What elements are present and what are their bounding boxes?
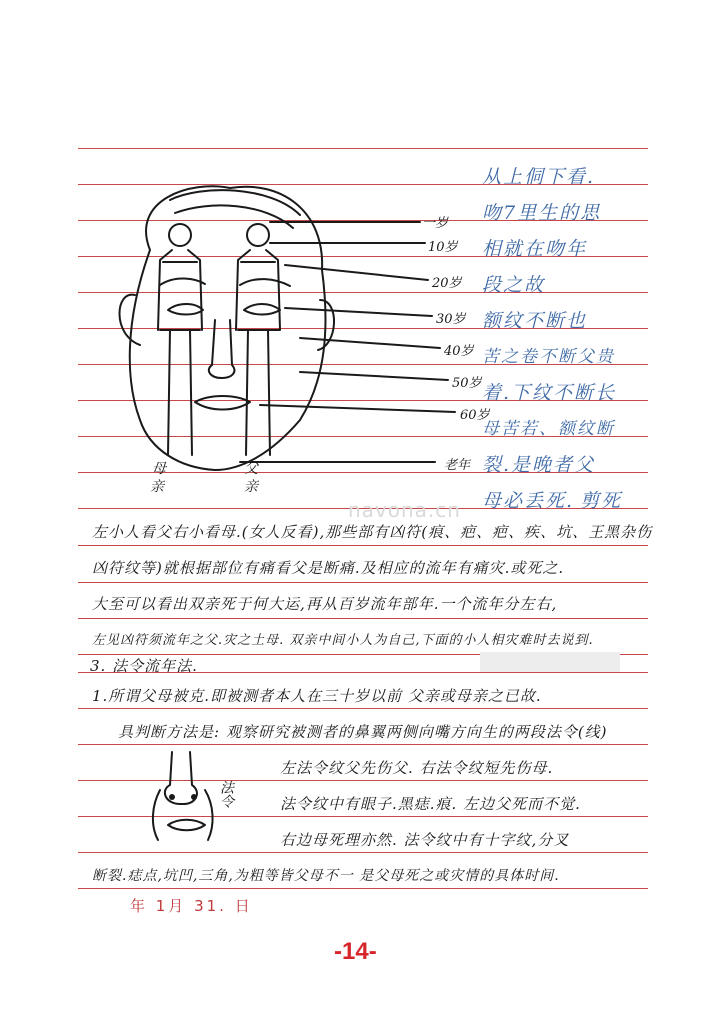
age-leader-line bbox=[285, 265, 428, 280]
text-line: 大至可以看出双亲死于何大运,再从百岁流年部年.一个流年分左右, bbox=[92, 595, 558, 613]
age-label: 20岁 bbox=[432, 276, 462, 291]
text-line: 右边母死理亦然. 法令纹中有十字纹,分叉 bbox=[280, 831, 570, 849]
father-label: 父 bbox=[244, 461, 258, 477]
text-line: 左小人看父右小看母.(女人反看),那些部有凶符(痕、疤、疤、疾、坑、王黑杂伤 bbox=[92, 523, 653, 541]
margin-note: 剪死 bbox=[580, 490, 623, 512]
text-line: 凶符纹等)就根据部位有痛看父是断痛.及相应的流年有痛灾.或死之. bbox=[92, 559, 565, 577]
age-label: 50岁 bbox=[452, 376, 482, 391]
nose bbox=[209, 320, 235, 378]
age-label: 30岁 bbox=[436, 312, 466, 327]
margin-note: 母必丢死. bbox=[482, 490, 575, 512]
margin-note: 苦之卷不断父贵 bbox=[482, 347, 615, 367]
text-line: 具判断方法是: 观察研究被测者的鼻翼两侧向嘴方向生的两段法令(线) bbox=[118, 723, 608, 741]
mother-label: 亲 bbox=[150, 479, 164, 495]
text-line: 法令纹中有眼子.黑痣.痕. 左边父死而不觉. bbox=[280, 795, 581, 813]
margin-note: 段之故 bbox=[482, 274, 546, 296]
text-line: 左法令纹父先伤父. 右法令纹短先伤母. bbox=[280, 759, 554, 777]
right-brow bbox=[240, 279, 290, 286]
page-number: -14- bbox=[334, 938, 377, 965]
margin-note: 额纹不断也 bbox=[482, 310, 588, 332]
text-line: 断裂.痣点,坑凹,三角,为粗等皆父母不一 是父母死之或灾情的具体时间. bbox=[92, 868, 560, 884]
redaction-box bbox=[480, 652, 620, 672]
text-line: 1.所谓父母被克.即被测者本人在三十岁以前 父亲或母亲之已故. bbox=[92, 687, 542, 705]
age-label: 一岁 bbox=[422, 216, 449, 231]
watermark: navona.cn bbox=[348, 498, 461, 522]
father-figure-head bbox=[247, 224, 269, 246]
margin-note: 从上侗下看. bbox=[482, 166, 596, 188]
left-ear bbox=[119, 295, 140, 345]
nasolabial-diagram bbox=[153, 752, 213, 840]
age-leader-line bbox=[300, 372, 448, 380]
nasolabial-label: 法令 bbox=[218, 780, 234, 808]
mother-figure-head bbox=[169, 224, 191, 246]
head-outline bbox=[130, 186, 326, 470]
age-label: 60岁 bbox=[460, 408, 490, 423]
mouth bbox=[195, 396, 250, 410]
age-label: 10岁 bbox=[428, 240, 458, 255]
mother-label: 母 bbox=[152, 461, 166, 477]
age-leader-line bbox=[300, 338, 440, 348]
age-leader-line bbox=[285, 308, 432, 316]
date-line: 年 1月 31. 日 bbox=[130, 897, 253, 915]
margin-note: 吻7里生的思 bbox=[482, 202, 602, 224]
age-label: 40岁 bbox=[444, 344, 474, 359]
left-fold-line bbox=[153, 790, 160, 840]
right-eye bbox=[244, 304, 280, 315]
right-fold-line bbox=[205, 790, 213, 840]
age-label: 老年 bbox=[444, 458, 471, 473]
father-label: 亲 bbox=[244, 479, 258, 495]
margin-note: 相就在吻年 bbox=[482, 238, 588, 260]
mouth-sketch bbox=[168, 820, 205, 831]
margin-note: 裂.是晚者父 bbox=[482, 454, 596, 476]
text-line: 左见凶符须流年之父.灾之土母. 双亲中间小人为自己,下面的小人相灾难时去说到. bbox=[92, 633, 594, 648]
left-eye bbox=[168, 304, 203, 315]
section-heading: 3. 法令流年法. bbox=[90, 657, 198, 675]
left-brow bbox=[160, 278, 205, 285]
margin-note: 母苦若、额纹断 bbox=[482, 419, 615, 439]
age-leader-line bbox=[260, 405, 455, 412]
margin-note: 着.下纹不断长 bbox=[482, 382, 617, 404]
